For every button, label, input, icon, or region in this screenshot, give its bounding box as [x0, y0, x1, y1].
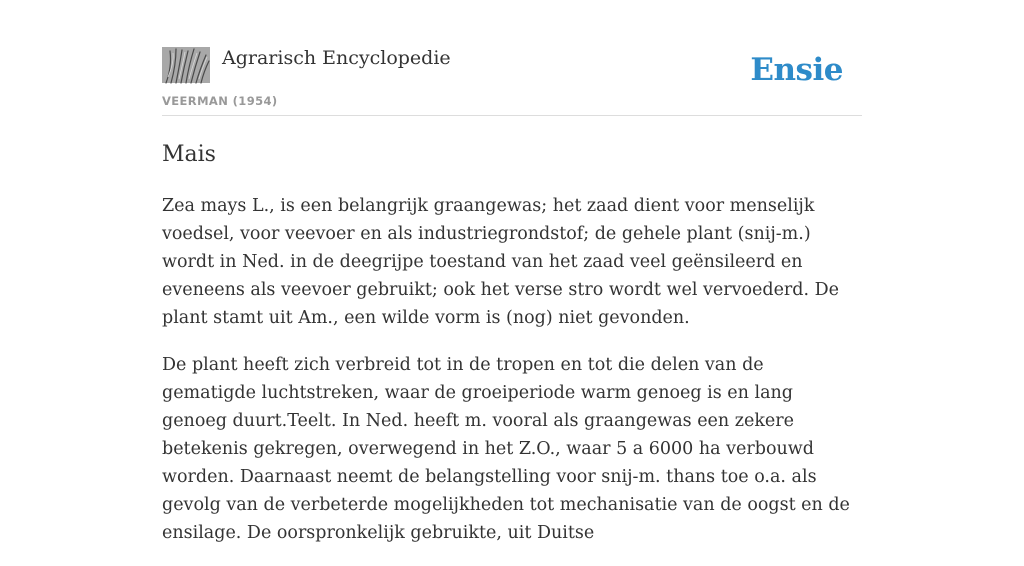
source-header [162, 0, 862, 116]
ensie-brand-link[interactable]: Ensie [750, 52, 843, 88]
entry-paragraph: De plant heeft zich verbreid tot in de tropen en tot die delen van de gematigde luchtstreken, waar de groeiperiode warm genoeg is en lang genoeg duurt.Teelt. In Ned. heeft m. vooral als graangewas een zekere betekenis gekregen, overwegend in het Z.O., waar 5 a 6000 ha verbouwd worden. Daarnaast neemt de belangstelling voor snij-m. thans toe o.a. als gevolg van de verbeterde mogelijkheden tot mechanisatie van de oogst en de ensilage. De oorspronkelijk gebruikte, uit Duitse [162, 355, 850, 543]
entry-title: Mais [162, 142, 216, 167]
wheat-illustration-icon [162, 47, 210, 83]
source-logo[interactable] [162, 47, 210, 83]
entry-paragraph: Zea mays L., is een belangrijk graangewas; het zaad dient voor menselijk voedsel, voor veevoer en als industriegrondstof; de gehele plant (snij-m.) wordt in Ned. in de deegrijpe toestand van het zaad veel geënsileerd en eveneens als veevoer gebruikt; ook het verse stro wordt wel vervoederd. De plant stamt uit Am., een wilde vorm is (nog) niet gevonden. [162, 196, 840, 328]
entry-container [162, 0, 862, 543]
entry-body [162, 192, 862, 566]
source-author-year: VEERMAN (1954) [162, 94, 278, 108]
source-title-link[interactable]: Agrarisch Encyclopedie [222, 47, 451, 69]
